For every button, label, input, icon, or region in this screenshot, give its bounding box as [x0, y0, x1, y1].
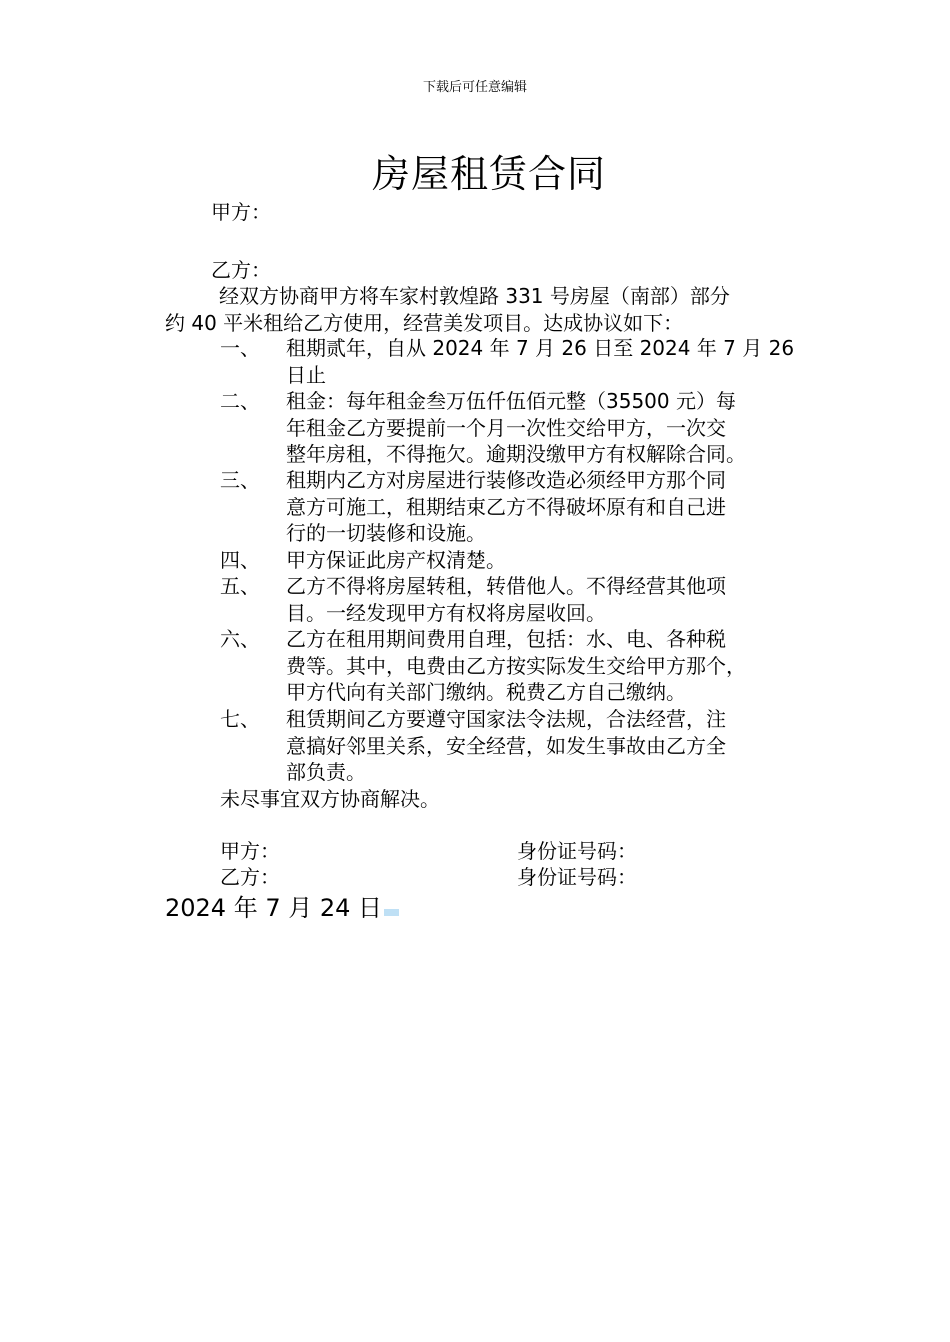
clause-text-line: 意方可施工，租期结束乙方不得破坏原有和自己进: [286, 494, 726, 519]
clause-text-line: 甲方代向有关部门缴纳。税费乙方自己缴纳。: [286, 680, 686, 704]
contract-date: 2024 年 7 月 24 日: [165, 894, 383, 922]
document-title: 房屋租赁合同: [371, 152, 606, 196]
signature-id-label-b: 身份证号码：: [517, 865, 637, 889]
intro-line-2: 约 40 平米租给乙方使用，经营美发项目。达成协议如下：: [165, 311, 684, 335]
intro-line-1: 经双方协商甲方将车家村敦煌路 331 号房屋（南部）部分: [219, 284, 730, 308]
closing-statement: 未尽事宜双方协商解决。: [220, 787, 440, 811]
clause-text-line: 甲方保证此房产权清楚。: [286, 548, 506, 572]
clause-text-line: 目。一经发现甲方有权将房屋收回。: [286, 600, 606, 625]
clause-text-line: 年租金乙方要提前一个月一次性交给甲方，一次交: [286, 415, 726, 440]
clause-text-line: 乙方不得将房屋转租，转借他人。不得经营其他项: [286, 574, 726, 598]
signature-party-a: 甲方：: [220, 839, 280, 863]
clause-text-line: 部负责。: [286, 760, 366, 784]
clause-text-line: 租金：每年租金叁万伍仟伍佰元整（35500 元）每: [286, 389, 736, 413]
clause-number: 七、: [220, 707, 260, 731]
clause-text-line: 整年房租，不得拖欠。逾期没缴甲方有权解除合同。: [286, 442, 746, 466]
clause-number: 三、: [220, 468, 260, 492]
signature-id-label-a: 身份证号码：: [517, 839, 637, 863]
clause-number: 二、: [220, 389, 260, 413]
clause-number: 五、: [220, 574, 260, 598]
party-a-label: 甲方：: [211, 200, 271, 224]
clause-number: 四、: [220, 548, 260, 572]
clause-text-line: 乙方在租用期间费用自理，包括：水、电、各种税: [286, 627, 726, 651]
text-cursor: [384, 909, 399, 916]
signature-party-b: 乙方：: [220, 865, 280, 889]
clause-number: 一、: [220, 336, 260, 360]
clause-text-line: 租期内乙方对房屋进行装修改造必须经甲方那个同: [286, 468, 726, 492]
clause-text-line: 行的一切装修和设施。: [286, 521, 486, 545]
clause-text-line: 租期贰年，自从 2024 年 7 月 26 日至 2024 年 7 月 26: [286, 336, 795, 360]
contract-date-row: [165, 893, 399, 923]
clause-text-line: 租赁期间乙方要遵守国家法令法规，合法经营，注: [286, 707, 726, 731]
clause-text-line: 意搞好邻里关系，安全经营，如发生事故由乙方全: [286, 733, 726, 758]
header-note: 下载后可任意编辑: [422, 80, 527, 95]
clause-text-line: 费等。其中，电费由乙方按实际发生交给甲方那个，: [286, 653, 746, 678]
party-b-label: 乙方：: [211, 258, 271, 282]
clause-text-line: 日止: [286, 362, 326, 387]
clause-number: 六、: [220, 627, 260, 651]
